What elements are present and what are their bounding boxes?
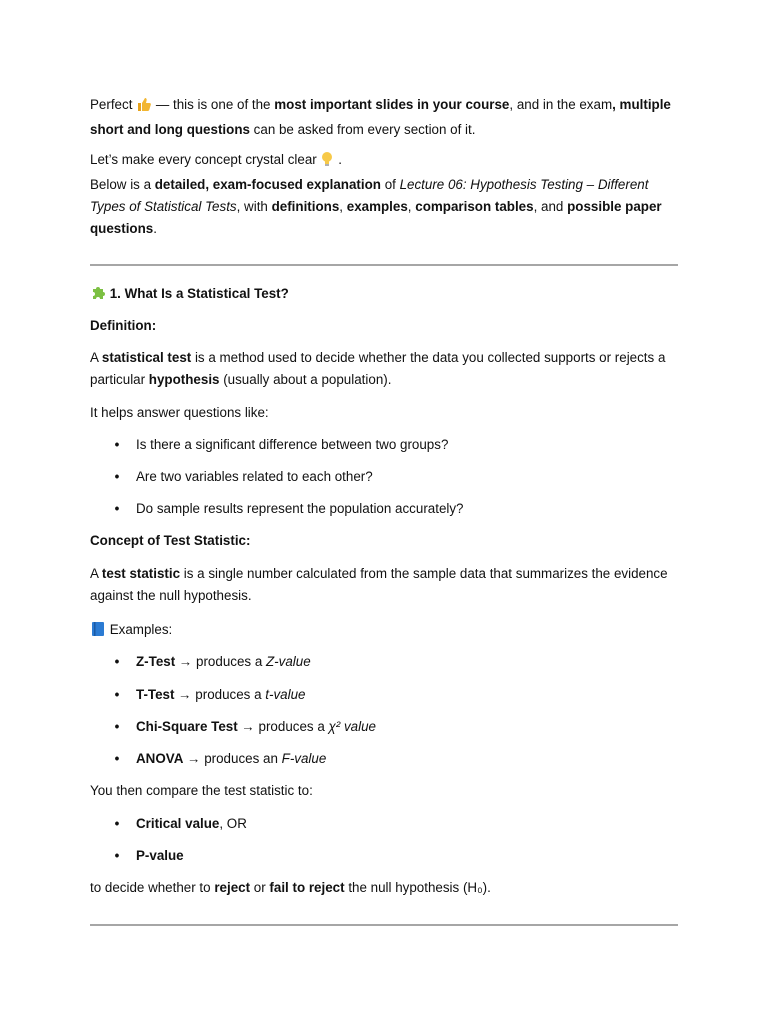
list-item: [136, 748, 676, 770]
section-title: 1. What Is a Statistical Test?: [109, 286, 289, 301]
intro-text: can be asked from every section of it.: [249, 122, 476, 137]
body-text: → produces an: [183, 751, 282, 766]
bullet: •: [114, 816, 120, 831]
body-text: (usually about a population).: [219, 372, 392, 387]
body-text: is a single number calculated from the sample data that summarizes the evidence against the null hypothesis.: [90, 566, 668, 603]
definition-label: Definition:: [90, 318, 157, 333]
intro-paragraph-2: [90, 149, 682, 240]
bullet: •: [114, 687, 120, 702]
concept-paragraph: [90, 563, 682, 607]
list-item: Are two variables related to each other?: [136, 469, 373, 484]
list-item: Is there a significant difference between two groups?: [136, 437, 449, 452]
body-text: is a method used to decide whether the data you collected supports or rejects a particular: [90, 350, 666, 387]
statistic-name: F-value: [281, 751, 327, 766]
examples-label: Examples:: [109, 622, 173, 637]
examples-label-line: [90, 619, 682, 644]
puzzle-piece-icon: [90, 285, 106, 308]
bullet: •: [114, 848, 120, 863]
list-item: [136, 716, 676, 738]
intro-text: , with: [236, 199, 272, 214]
compare-intro: You then compare the test statistic to:: [90, 783, 313, 798]
intro-text: — this is one of the: [152, 97, 275, 112]
list-item: [136, 845, 676, 867]
intro-text: , and: [533, 199, 568, 214]
bullet: •: [114, 469, 120, 484]
body-text: → produces a: [237, 719, 329, 734]
intro-text: Below is a: [90, 177, 155, 192]
intro-bold: examples: [346, 199, 408, 214]
definition-paragraph: [90, 347, 682, 391]
intro-text: , and in the exam: [509, 97, 613, 112]
statistic-name: Z-value: [266, 654, 311, 669]
conclusion-paragraph: [90, 877, 682, 899]
body-bold: statistical test: [101, 350, 192, 365]
bullet: •: [114, 654, 120, 669]
body-text: → produces a: [174, 687, 266, 702]
body-text: , OR: [219, 816, 247, 831]
list-item: [136, 813, 676, 835]
thumbs-up-icon: [136, 96, 152, 119]
body-text: → produces a: [175, 654, 266, 669]
body-text: to decide whether to: [90, 880, 215, 895]
body-bold: fail to reject: [269, 880, 345, 895]
intro-bold: definitions: [271, 199, 340, 214]
bullet: •: [114, 751, 120, 766]
list-item: Do sample results represent the population accurately?: [136, 501, 464, 516]
intro-bold: comparison tables: [415, 199, 534, 214]
body-text: the null hypothesis (H₀).: [344, 880, 491, 895]
bullet: •: [114, 501, 120, 516]
statistic-name: χ² value: [328, 719, 377, 734]
intro-text: .: [334, 152, 342, 167]
lecture-title: Lecture 06: Hypothesis Testing – Different Types of Statistical Tests: [90, 177, 649, 214]
section-heading: [90, 283, 682, 308]
body-bold: hypothesis: [148, 372, 220, 387]
intro-paragraph: [90, 94, 682, 141]
intro-text: Perfect: [90, 97, 137, 112]
list-item: [136, 684, 676, 706]
body-bold: reject: [214, 880, 251, 895]
concept-label: Concept of Test Statistic:: [90, 533, 251, 548]
intro-text: Let’s make every concept crystal clear: [90, 152, 321, 167]
body-text: A: [90, 350, 102, 365]
test-name: T-Test: [136, 687, 175, 702]
intro-text: ,: [407, 199, 416, 214]
list-item: [136, 651, 676, 673]
body-text: or: [250, 880, 270, 895]
horizontal-rule: [90, 264, 678, 266]
light-bulb-icon: [320, 151, 334, 174]
intro-bold: , multiple short and long questions: [90, 97, 671, 137]
test-name: ANOVA: [136, 751, 184, 766]
body-bold: Critical value: [136, 816, 220, 831]
test-name: Chi-Square Test: [136, 719, 238, 734]
test-name: Z-Test: [136, 654, 176, 669]
bullet: •: [114, 437, 120, 452]
intro-text: ,: [339, 199, 347, 214]
body-bold: P-value: [136, 848, 184, 863]
statistic-name: t-value: [265, 687, 306, 702]
questions-intro: It helps answer questions like:: [90, 405, 269, 420]
blue-book-icon: [90, 621, 106, 644]
intro-bold: possible paper questions: [90, 199, 662, 236]
horizontal-rule: [90, 924, 678, 926]
explanation-line: [90, 174, 682, 240]
intro-bold: detailed, exam-focused explanation: [154, 177, 381, 192]
intro-text: .: [153, 221, 157, 236]
intro-bold: most important slides in your course: [274, 97, 510, 112]
bullet: •: [114, 719, 120, 734]
crystal-clear-line: [90, 149, 682, 174]
intro-text: of: [380, 177, 400, 192]
body-text: A: [90, 566, 102, 581]
body-bold: test statistic: [101, 566, 181, 581]
